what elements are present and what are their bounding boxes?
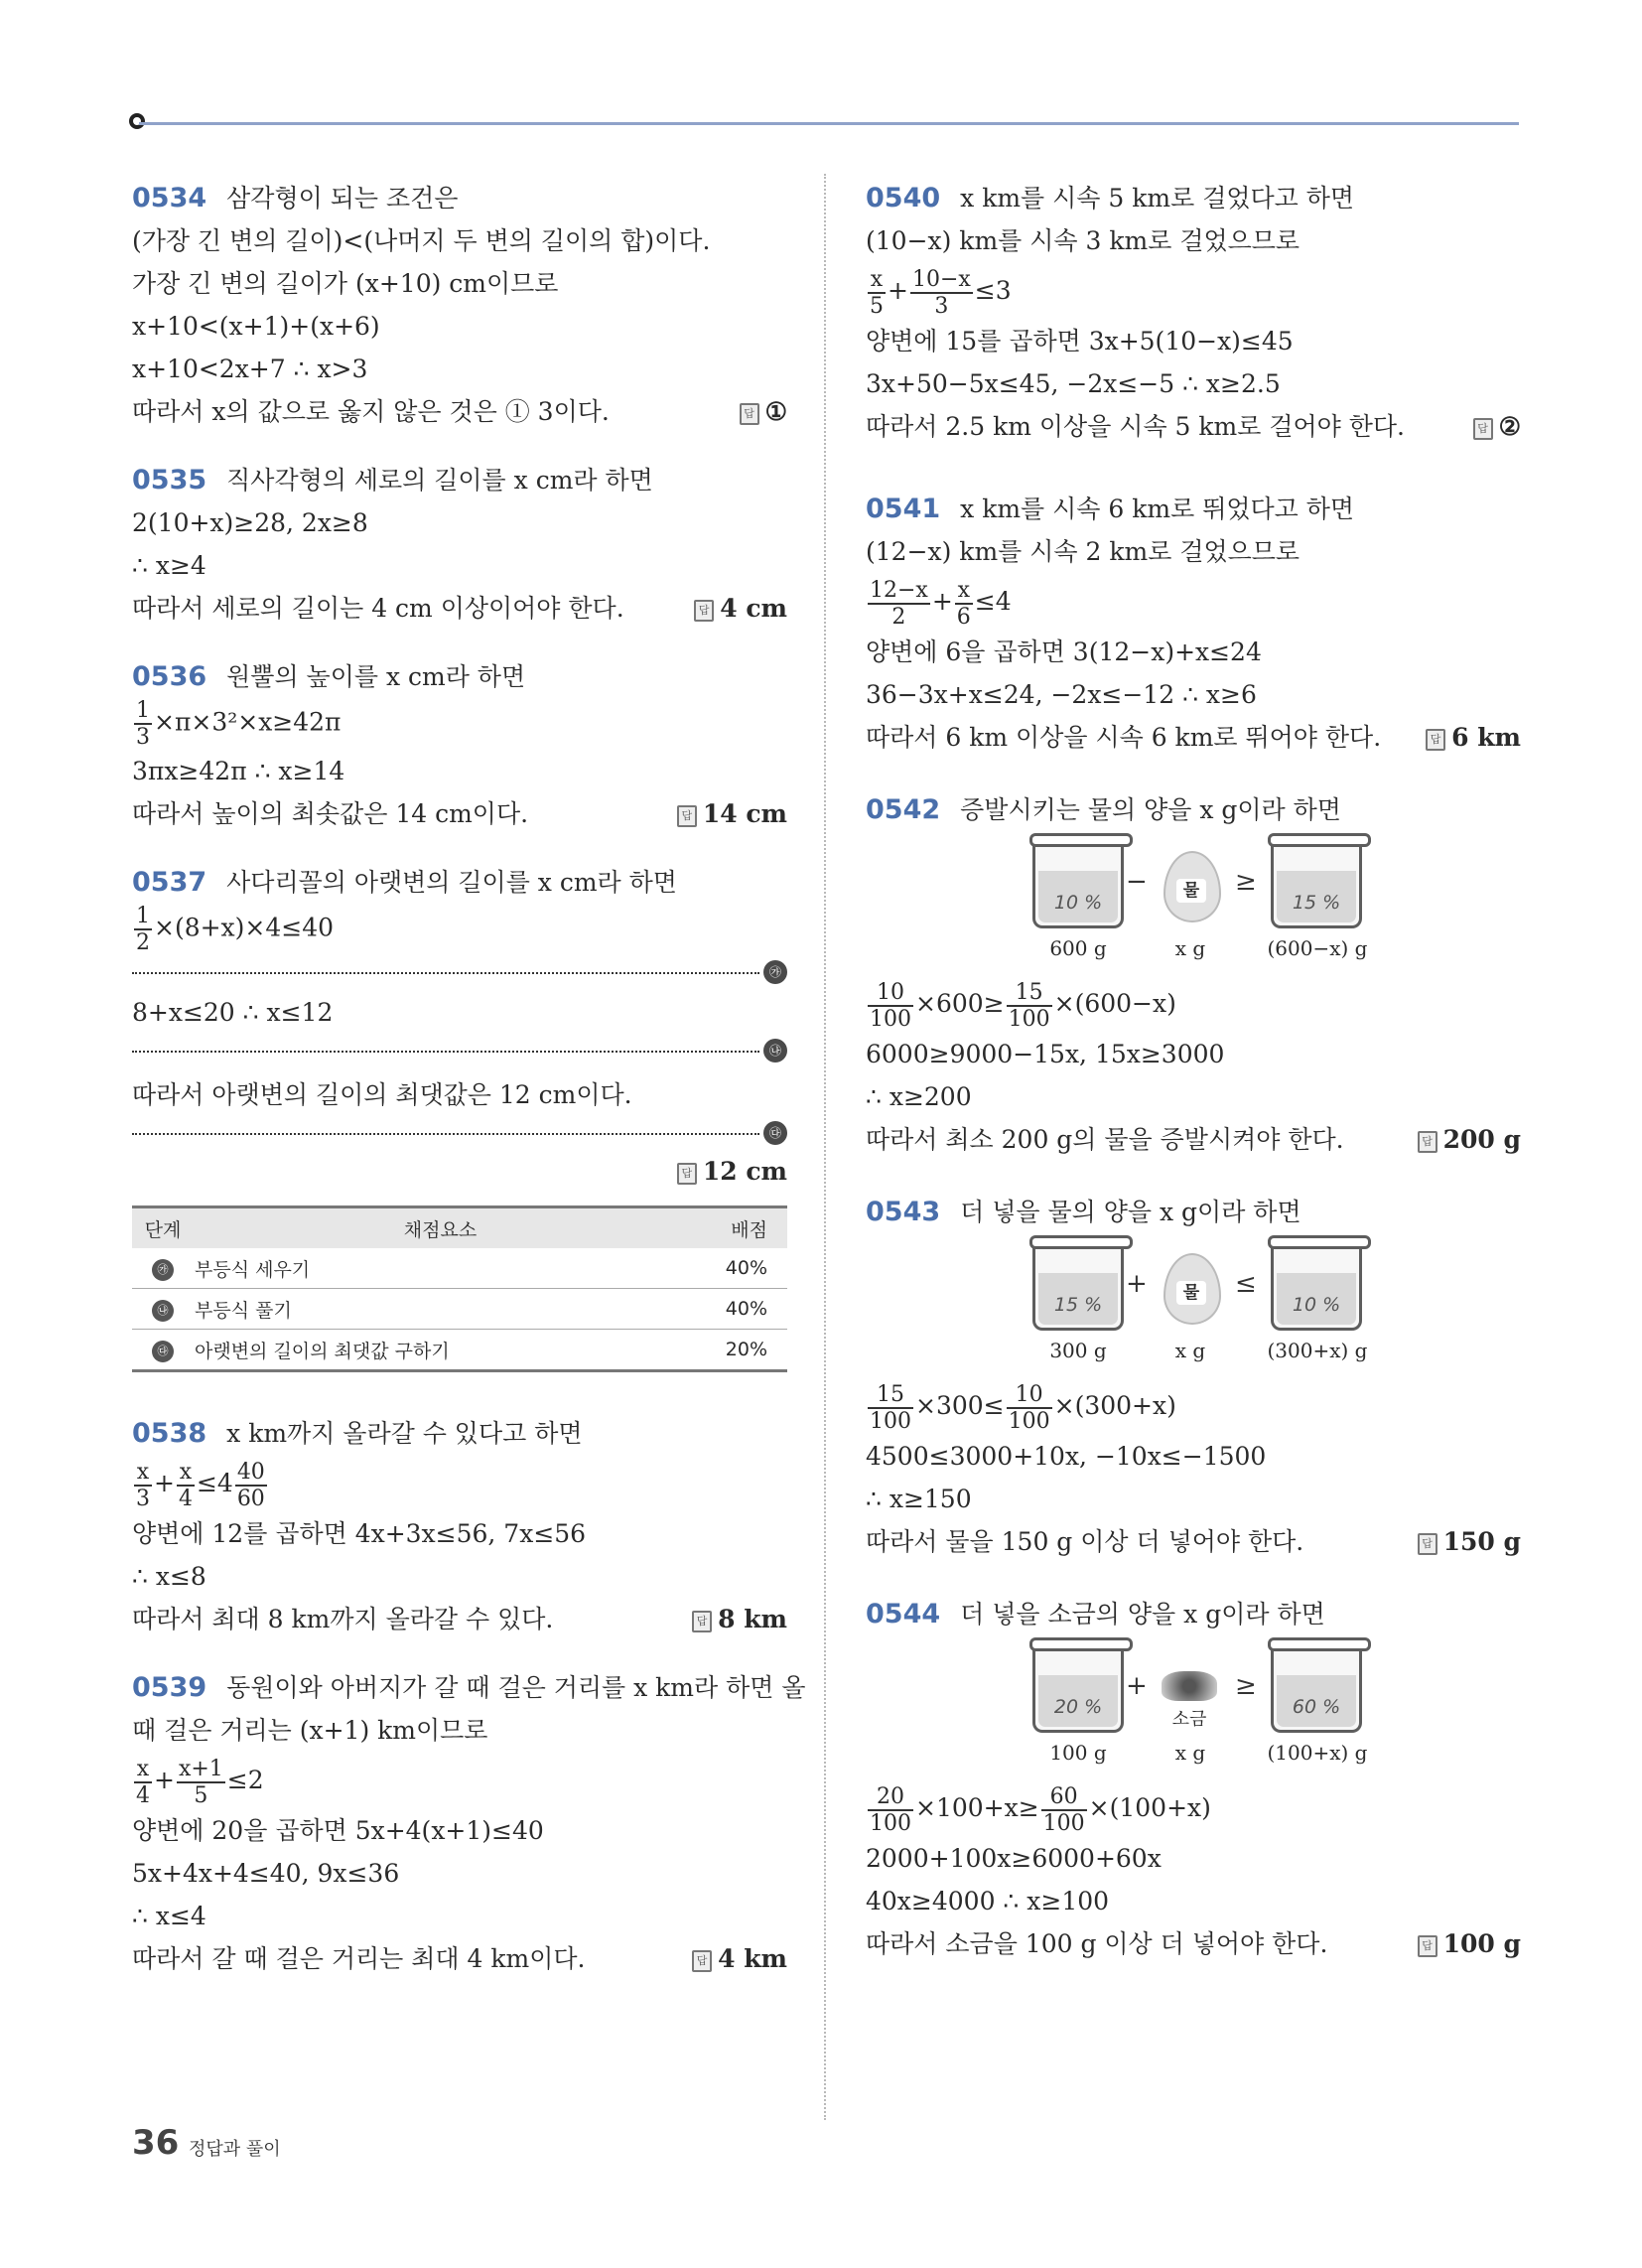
solution-line: 2(10+x)≥28, 2x≥8: [132, 508, 368, 537]
beaker-icon: 20 %: [1032, 1641, 1124, 1733]
answer-tag-icon: 답: [1426, 729, 1445, 751]
beaker-diagram: [866, 1239, 1521, 1373]
page-number: 36: [132, 2123, 180, 2163]
column-divider: [824, 174, 826, 2120]
header-bullet: [129, 113, 145, 129]
problem-number: 0541: [866, 494, 941, 524]
solution-line: 4500≤3000+10x, −10x≤−1500: [866, 1442, 1267, 1471]
solution-line: 따라서 6 km 이상을 시속 6 km로 뛰어야 한다.: [866, 723, 1382, 752]
table-row: ㉯ 부등식 풀기 40%: [132, 1289, 787, 1330]
stage-divider: [132, 1034, 787, 1069]
problem-number: 0539: [132, 1672, 207, 1703]
problem-0535: [132, 459, 787, 630]
solution-line: 따라서 최대 8 km까지 올라갈 수 있다.: [132, 1605, 554, 1633]
right-column: [866, 177, 1521, 1991]
answer: 답 ②: [1473, 405, 1521, 448]
solution-line: 따라서 물을 150 g 이상 더 넣어야 한다.: [866, 1527, 1304, 1556]
table-header: 채점요소: [194, 1207, 687, 1249]
problem-number: 0544: [866, 1599, 941, 1630]
answer-tag-icon: 답: [1418, 1935, 1437, 1957]
diagram-caption: x g: [1174, 936, 1206, 960]
answer: 답 150 g: [1418, 1520, 1521, 1563]
solution-line: x km까지 올라갈 수 있다고 하면: [226, 1419, 583, 1448]
beaker-diagram: [866, 1641, 1521, 1775]
answer-tag-icon: 답: [1473, 418, 1493, 440]
solution-line: $\frac{x}{4}$ + $\frac{x+1}{5}$ ≤2: [136, 1756, 264, 1808]
problem-0538: [132, 1412, 787, 1640]
answer-tag-icon: 답: [692, 1950, 712, 1972]
solution-line: 양변에 15를 곱하면 3x+5(10−x)≤45: [866, 327, 1294, 355]
problem-0539: [132, 1666, 806, 1980]
solution-line: 직사각형의 세로의 길이를 x cm라 하면: [226, 466, 653, 495]
answer: 답 12 cm: [132, 1152, 787, 1192]
solution-line: x+10<2x+7 ∴ x>3: [132, 354, 368, 383]
solution-line: (12−x) km를 시속 2 km로 걸었으므로: [866, 537, 1300, 566]
operator: ≥: [1235, 867, 1257, 897]
solution-line: 더 넣을 물의 양을 x g이라 하면: [960, 1198, 1301, 1226]
stage-marker-icon: ㉯: [152, 1300, 174, 1322]
answer: 답 200 g: [1418, 1118, 1521, 1161]
solution-line: $\frac{1}{2}$ ×(8+x)×4≤40: [136, 904, 335, 955]
beaker-icon: 15 %: [1032, 1239, 1124, 1331]
answer: 답 6 km: [1426, 716, 1521, 759]
solution-line: 양변에 12를 곱하면 4x+3x≤56, 7x≤56: [132, 1519, 587, 1548]
solution-line: $\frac{1}{3}$ ×π×3²×x≥42π: [136, 698, 342, 750]
answer: 답 4 km: [692, 1937, 787, 1980]
solution-line: 원뿔의 높이를 x cm라 하면: [226, 662, 526, 691]
beaker-icon: 15 %: [1271, 837, 1362, 928]
diagram-caption: (600−x) g: [1267, 936, 1368, 960]
solution-line: 가장 긴 변의 길이가 (x+10) cm이므로: [132, 269, 559, 298]
diagram-caption: (300+x) g: [1267, 1339, 1368, 1362]
salt-label: 소금: [1171, 1709, 1207, 1730]
solution-line: 40x≥4000 ∴ x≥100: [866, 1887, 1110, 1915]
stage-marker-icon: ㉯: [763, 1039, 787, 1063]
table-row: ㉮ 부등식 세우기 40%: [132, 1248, 787, 1289]
stage-marker-icon: ㉰: [152, 1341, 174, 1362]
solution-line: 삼각형이 되는 조건은: [226, 184, 459, 213]
solution-line: $\frac{12-x}{2}$ + $\frac{x}{6}$ ≤4: [870, 577, 1012, 630]
answer-tag-icon: 답: [677, 805, 697, 827]
solution-line: 증발시키는 물의 양을 x g이라 하면: [960, 795, 1341, 824]
table-header: 배점: [687, 1207, 787, 1249]
operator: ≥: [1235, 1671, 1257, 1701]
solution-line: $\frac{20}{100}$ ×100+x≥ $\frac{60}{100}$ ×(100+x): [870, 1783, 1211, 1836]
solution-line: 따라서 아랫변의 길이의 최댓값은 12 cm이다.: [132, 1080, 632, 1109]
beaker-icon: 10 %: [1271, 1239, 1362, 1331]
stage-divider: [132, 955, 787, 991]
solution-line: 더 넣을 소금의 양을 x g이라 하면: [960, 1600, 1325, 1629]
solution-line: 따라서 갈 때 걸은 거리는 최대 4 km이다.: [132, 1944, 586, 1973]
answer-tag-icon: 답: [677, 1163, 697, 1185]
solution-line: 따라서 세로의 길이는 4 cm 이상이어야 한다.: [132, 594, 624, 623]
solution-line: x km를 시속 5 km로 걸었다고 하면: [960, 184, 1355, 213]
solution-line: (가장 긴 변의 길이)<(나머지 두 변의 길이의 합)이다.: [132, 226, 711, 255]
solution-line: $\frac{10}{100}$ ×600≥ $\frac{15}{100}$ ×(600−x): [870, 979, 1176, 1032]
answer-tag-icon: 답: [692, 1611, 712, 1632]
solution-line: x+10<(x+1)+(x+6): [132, 312, 380, 341]
problem-0542: [866, 788, 1521, 1161]
solution-line: (10−x) km를 시속 3 km로 걸었으므로: [866, 226, 1300, 255]
problem-0536: [132, 655, 787, 835]
scoring-table: [132, 1205, 787, 1372]
solution-line: ∴ x≥4: [132, 551, 206, 580]
problem-0543: [866, 1191, 1521, 1563]
operator: −: [1126, 867, 1148, 897]
solution-line: 따라서 최소 200 g의 물을 증발시켜야 한다.: [866, 1125, 1344, 1154]
salt-pile-icon: [1162, 1671, 1217, 1701]
operator: +: [1126, 1671, 1148, 1701]
beaker-icon: 10 %: [1032, 837, 1124, 928]
solution-line: x km를 시속 6 km로 뛰었다고 하면: [960, 495, 1355, 523]
solution-line: 2000+100x≥6000+60x: [866, 1844, 1162, 1873]
problem-number: 0538: [132, 1418, 207, 1449]
solution-line: 양변에 20을 곱하면 5x+4(x+1)≤40: [132, 1816, 544, 1845]
water-drop-icon: 물: [1163, 851, 1221, 922]
solution-line: $\frac{x}{5}$ + $\frac{10-x}{3}$ ≤3: [870, 266, 1012, 319]
solution-line: ∴ x≤8: [132, 1562, 206, 1591]
water-drop-icon: 물: [1163, 1253, 1221, 1325]
table-header: 단계: [132, 1207, 194, 1249]
solution-line: 36−3x+x≤24, −2x≤−12 ∴ x≥6: [866, 680, 1257, 709]
solution-line: $\frac{x}{3}$ + $\frac{x}{4}$ ≤4 $\frac{40}{60}$: [136, 1459, 265, 1511]
solution-line: 따라서 2.5 km 이상을 시속 5 km로 걸어야 한다.: [866, 412, 1405, 441]
solution-line: 따라서 소금을 100 g 이상 더 넣어야 한다.: [866, 1929, 1328, 1958]
diagram-caption: (100+x) g: [1267, 1741, 1368, 1765]
diagram-caption: x g: [1174, 1741, 1206, 1765]
solution-line: 따라서 높이의 최솟값은 14 cm이다.: [132, 799, 529, 828]
solution-line: 3x+50−5x≤45, −2x≤−5 ∴ x≥2.5: [866, 369, 1281, 398]
solution-line: 5x+4x+4≤40, 9x≤36: [132, 1859, 400, 1888]
solution-line: 8+x≤20 ∴ x≤12: [132, 998, 334, 1027]
operator: +: [1126, 1269, 1148, 1299]
solution-line: ∴ x≥150: [866, 1485, 972, 1513]
diagram-caption: 100 g: [1049, 1741, 1107, 1765]
solution-line: ∴ x≤4: [132, 1902, 206, 1930]
problem-number: 0537: [132, 867, 207, 898]
answer: 답 ①: [740, 390, 787, 433]
answer-tag-icon: 답: [694, 600, 714, 622]
header-rule: [139, 122, 1519, 125]
left-column: [132, 177, 806, 2006]
problem-0541: [866, 488, 1521, 759]
problem-0544: [866, 1593, 1521, 1965]
solution-line: $\frac{15}{100}$ ×300≤ $\frac{10}{100}$ ×(300+x): [870, 1381, 1176, 1434]
diagram-caption: 300 g: [1049, 1339, 1107, 1362]
stage-divider: [132, 1116, 787, 1152]
problem-number: 0535: [132, 465, 207, 496]
problem-0540: [866, 177, 1521, 448]
footer-label: 정답과 풀이: [189, 2139, 281, 2160]
fraction: $\frac{1}{2}$: [136, 904, 150, 955]
solution-line: 3πx≥42π ∴ x≥14: [132, 757, 345, 785]
stage-marker-icon: ㉮: [763, 960, 787, 984]
beaker-icon: 60 %: [1271, 1641, 1362, 1733]
solution-line: 때 걸은 거리는 (x+1) km이므로: [132, 1716, 488, 1745]
table-row: ㉰ 아랫변의 길이의 최댓값 구하기 20%: [132, 1330, 787, 1371]
solution-line: 사다리꼴의 아랫변의 길이를 x cm라 하면: [226, 868, 677, 897]
problem-number: 0543: [866, 1197, 941, 1227]
stage-marker-icon: ㉰: [763, 1121, 787, 1145]
answer-tag-icon: 답: [1418, 1131, 1437, 1153]
answer: 답 4 cm: [694, 587, 787, 630]
problem-number: 0540: [866, 183, 941, 213]
diagram-caption: x g: [1174, 1339, 1206, 1362]
answer-tag-icon: 답: [1418, 1533, 1437, 1555]
fraction: $\frac{1}{3}$: [136, 698, 150, 750]
problem-number: 0536: [132, 661, 207, 692]
solution-line: 6000≥9000−15x, 15x≥3000: [866, 1040, 1225, 1068]
problem-number: 0542: [866, 794, 941, 825]
solution-line: ∴ x≥200: [866, 1082, 972, 1111]
problem-0537: [132, 861, 787, 1372]
stage-marker-icon: ㉮: [152, 1259, 174, 1281]
solution-line: 동원이와 아버지가 갈 때 걸은 거리를 x km라 하면 올: [226, 1673, 806, 1702]
solution-line: 따라서 x의 값으로 옳지 않은 것은 ① 3이다.: [132, 397, 610, 426]
beaker-diagram: [866, 837, 1521, 971]
answer: 답 14 cm: [677, 792, 787, 835]
solution-line: 양변에 6을 곱하면 3(12−x)+x≤24: [866, 638, 1262, 666]
operator: ≤: [1235, 1269, 1257, 1299]
answer: 답 8 km: [692, 1598, 787, 1640]
problem-number: 0534: [132, 183, 207, 213]
answer: 답 100 g: [1418, 1922, 1521, 1965]
answer-tag-icon: 답: [740, 403, 759, 425]
diagram-caption: 600 g: [1049, 936, 1107, 960]
problem-0534: [132, 177, 787, 433]
